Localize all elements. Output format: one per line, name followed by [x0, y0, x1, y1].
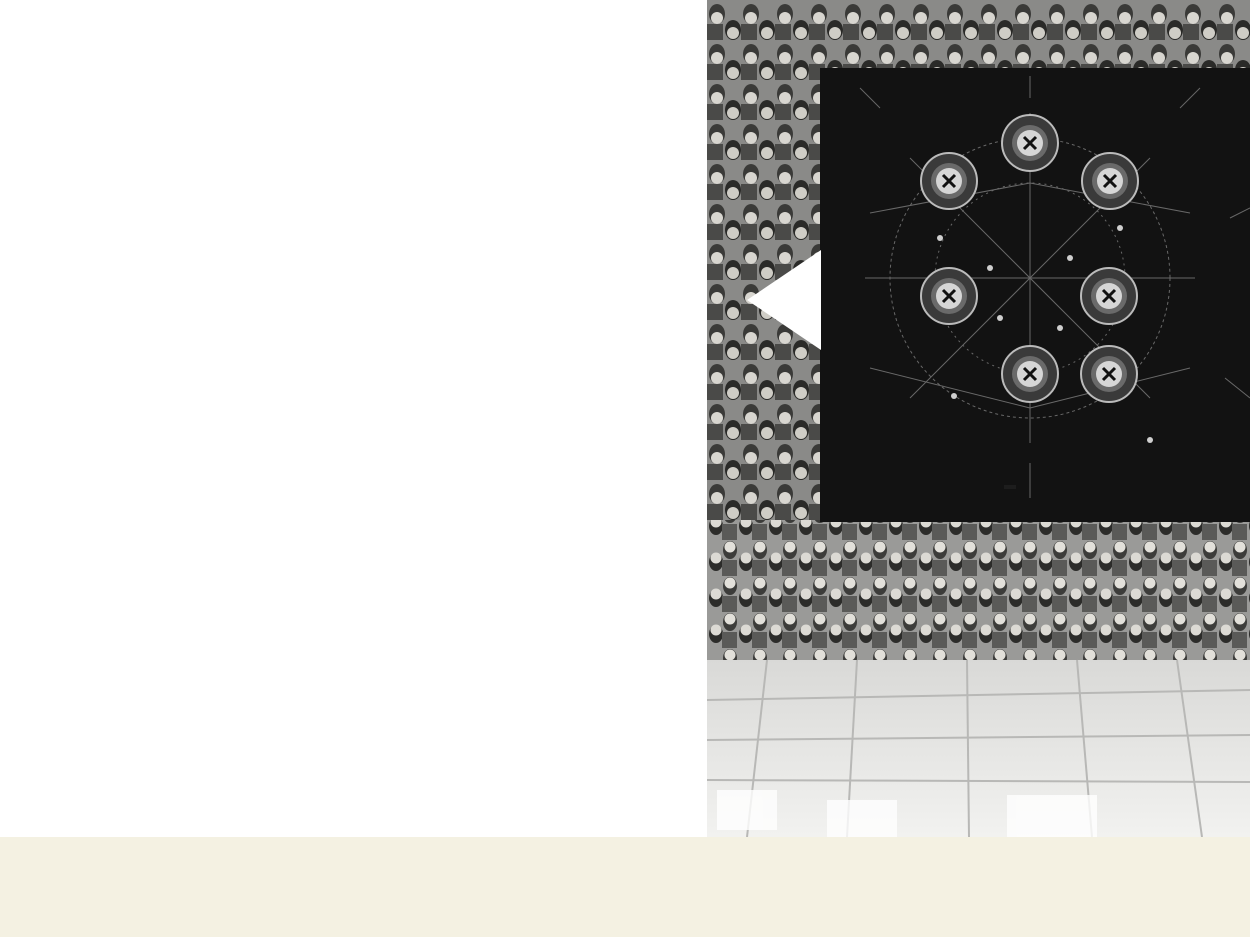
play-triangle-icon: [747, 250, 821, 350]
article-column: [433, 0, 683, 837]
studio-x-poster: [820, 68, 1250, 522]
essay-column: [166, 0, 415, 837]
caption-bar: [0, 837, 1250, 937]
network-diagram-svg: [820, 68, 1250, 522]
poster-url: [1004, 485, 1016, 489]
